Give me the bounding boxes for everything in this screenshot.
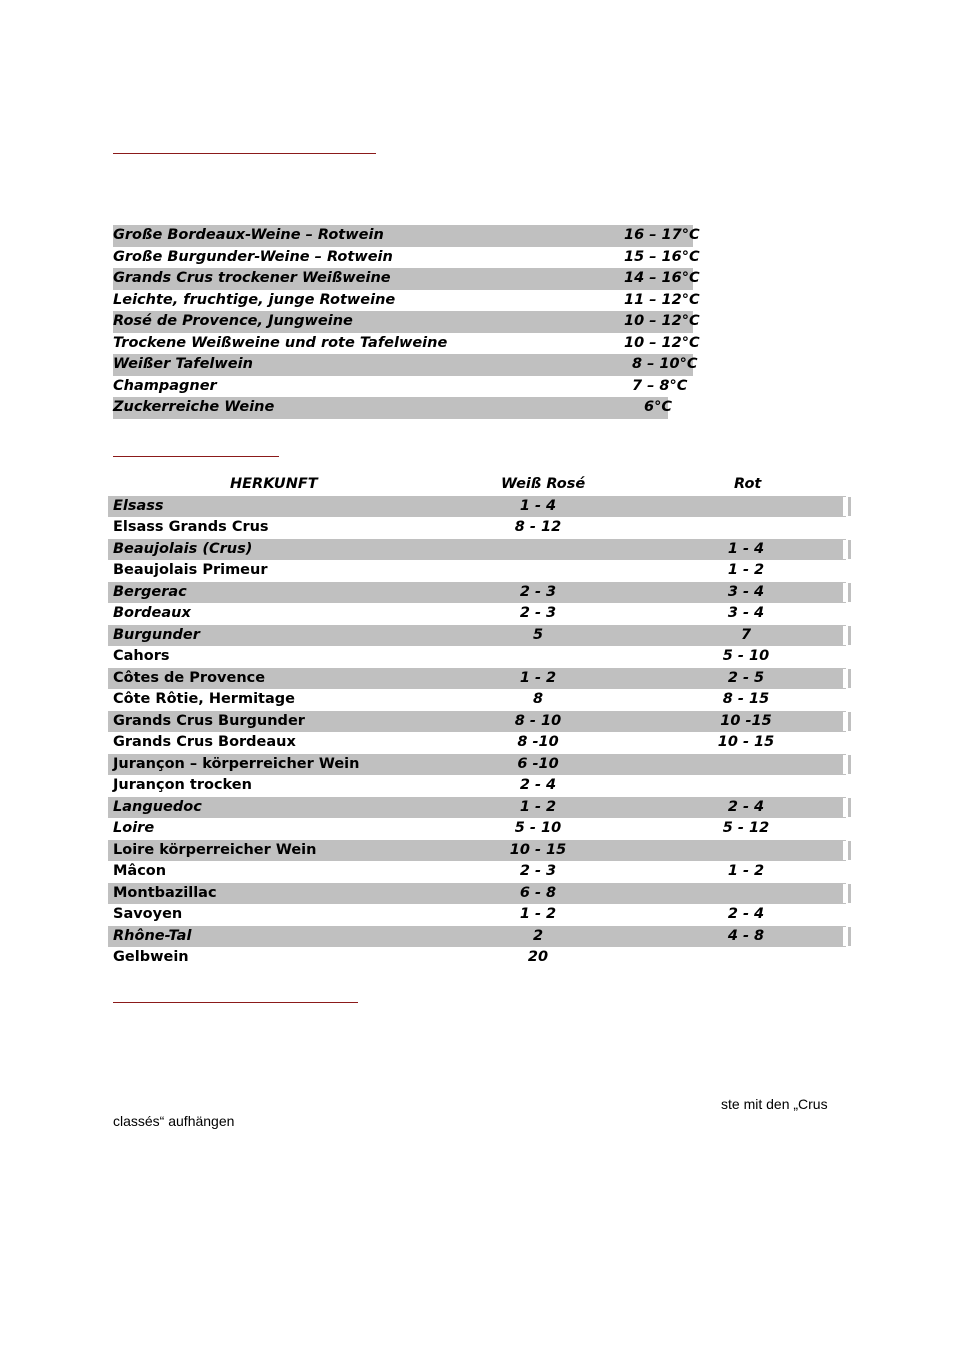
red-cell: 10 -15 <box>720 712 772 729</box>
temperature-row <box>113 376 693 398</box>
origin-cell: Elsass Grands Crus <box>113 519 269 535</box>
wine-temperature: 7 – 8°C <box>632 377 688 394</box>
red-cell: 10 - 15 <box>717 734 775 750</box>
origin-cell: Montbazillac <box>113 884 217 901</box>
table-row <box>108 754 846 776</box>
red-cell: 1 - 2 <box>727 863 765 879</box>
red-cell: 8 - 15 <box>722 691 770 707</box>
temperature-row <box>113 333 700 355</box>
white-rose-cell: 2 - 3 <box>519 605 557 621</box>
origin-cell: Loire körperreicher Wein <box>113 841 317 858</box>
origin-cell: Grands Crus Bordeaux <box>113 734 296 750</box>
serving-temperature-list <box>113 225 700 419</box>
origin-cell: Burgunder <box>113 626 200 643</box>
temperature-row <box>113 225 700 247</box>
temperature-row <box>113 268 700 290</box>
white-rose-cell: 8 - 12 <box>514 519 562 535</box>
red-cell: 4 - 8 <box>727 927 765 944</box>
red-cell: 2 - 4 <box>727 798 765 815</box>
origin-cell: Gelbwein <box>113 949 189 965</box>
white-rose-cell: 8 -10 <box>517 734 559 750</box>
origin-cell: Elsass <box>113 497 164 514</box>
white-rose-cell: 1 - 2 <box>519 798 557 815</box>
footer-text-line-2: classés“ aufhängen <box>113 1113 235 1129</box>
wine-temperature: 14 – 16°C <box>624 270 700 286</box>
header-red: Rot <box>734 476 762 492</box>
table-row <box>108 668 846 690</box>
table-row <box>108 496 846 518</box>
wine-name: Rosé de Provence, Jungweine <box>113 313 353 329</box>
white-rose-cell: 10 - 15 <box>509 841 567 858</box>
origin-cell: Jurançon trocken <box>113 777 252 793</box>
wine-name: Zuckerreiche Weine <box>113 399 275 415</box>
origin-cell: Loire <box>113 820 155 836</box>
origin-cell: Jurançon – körperreicher Wein <box>113 755 360 772</box>
origin-cell: Bordeaux <box>113 605 191 621</box>
white-rose-cell: 1 - 2 <box>519 906 557 922</box>
origin-cell: Savoyen <box>113 906 183 922</box>
section-rule-2 <box>113 456 279 457</box>
table-row <box>108 947 846 969</box>
table-row <box>108 625 846 647</box>
origin-table <box>108 474 846 969</box>
table-row <box>108 689 846 711</box>
white-rose-cell: 8 - 10 <box>514 712 562 729</box>
red-cell: 3 - 4 <box>727 583 765 600</box>
white-rose-cell: 5 <box>532 626 544 643</box>
origin-cell: Beaujolais Primeur <box>113 562 268 578</box>
red-cell: 1 - 4 <box>727 540 765 557</box>
wine-temperature: 8 – 10°C <box>632 356 698 372</box>
white-rose-cell: 1 - 2 <box>519 669 557 686</box>
white-rose-cell: 20 <box>527 949 549 965</box>
wine-name: Grands Crus trockener Weißweine <box>113 270 391 286</box>
temperature-row <box>113 397 672 419</box>
white-rose-cell: 1 - 4 <box>519 497 557 514</box>
red-cell: 3 - 4 <box>727 605 765 621</box>
wine-name: Weißer Tafelwein <box>113 356 253 372</box>
origin-cell: Grands Crus Burgunder <box>113 712 305 729</box>
wine-name: Große Burgunder-Weine – Rotwein <box>113 248 393 265</box>
white-rose-cell: 6 - 8 <box>519 884 557 901</box>
table-row <box>108 560 846 582</box>
wine-name: Leichte, fruchtige, junge Rotweine <box>113 291 396 308</box>
temperature-row <box>113 290 700 312</box>
table-row <box>108 775 846 797</box>
table-row <box>108 797 846 819</box>
white-rose-cell: 2 - 3 <box>519 863 557 879</box>
white-rose-cell: 2 - 3 <box>519 583 557 600</box>
origin-cell: Beaujolais (Crus) <box>113 540 253 557</box>
white-rose-cell: 2 - 4 <box>519 777 557 793</box>
red-cell: 5 - 12 <box>722 820 770 836</box>
table-row <box>108 840 846 862</box>
header-origin: HERKUNFT <box>230 476 318 492</box>
table-row <box>108 883 846 905</box>
origin-cell: Bergerac <box>113 583 187 600</box>
temperature-row <box>113 354 698 376</box>
white-rose-cell: 2 <box>532 927 544 944</box>
wine-temperature: 15 – 16°C <box>624 248 700 265</box>
red-cell: 1 - 2 <box>727 562 765 578</box>
table-header <box>108 474 846 496</box>
table-row <box>108 861 846 883</box>
wine-temperature: 16 – 17°C <box>624 227 700 243</box>
white-rose-cell: 8 <box>532 691 544 707</box>
white-rose-cell: 5 - 10 <box>514 820 562 836</box>
origin-cell: Cahors <box>113 648 170 664</box>
table-row <box>108 732 846 754</box>
wine-temperature: 11 – 12°C <box>624 291 700 308</box>
section-rule-3 <box>113 1002 358 1003</box>
wine-temperature: 10 – 12°C <box>624 313 700 329</box>
red-cell: 2 - 4 <box>727 906 765 922</box>
table-row <box>108 818 846 840</box>
table-row <box>108 539 846 561</box>
red-cell: 2 - 5 <box>727 669 765 686</box>
origin-cell: Côtes de Provence <box>113 669 266 686</box>
wine-temperature: 6°C <box>644 399 672 415</box>
origin-cell: Mâcon <box>113 863 167 879</box>
red-cell: 5 - 10 <box>722 648 770 664</box>
table-row <box>108 517 846 539</box>
wine-name: Trockene Weißweine und rote Tafelweine <box>113 334 448 351</box>
wine-name: Große Bordeaux-Weine – Rotwein <box>113 227 384 243</box>
red-cell: 7 <box>740 626 752 643</box>
white-rose-cell: 6 -10 <box>517 755 559 772</box>
table-row <box>108 646 846 668</box>
origin-cell: Côte Rôtie, Hermitage <box>113 691 295 707</box>
table-row <box>108 603 846 625</box>
origin-cell: Languedoc <box>113 798 202 815</box>
temperature-row <box>113 247 700 269</box>
section-rule-1 <box>113 153 376 154</box>
table-row <box>108 926 846 948</box>
footer-text-line-1: ste mit den „Crus <box>721 1096 828 1112</box>
table-row <box>108 582 846 604</box>
wine-name: Champagner <box>113 377 217 394</box>
origin-cell: Rhône-Tal <box>113 927 192 944</box>
temperature-row <box>113 311 700 333</box>
table-row <box>108 904 846 926</box>
header-white-rose: Weiß Rosé <box>501 476 586 492</box>
wine-temperature: 10 – 12°C <box>624 334 700 351</box>
table-row <box>108 711 846 733</box>
